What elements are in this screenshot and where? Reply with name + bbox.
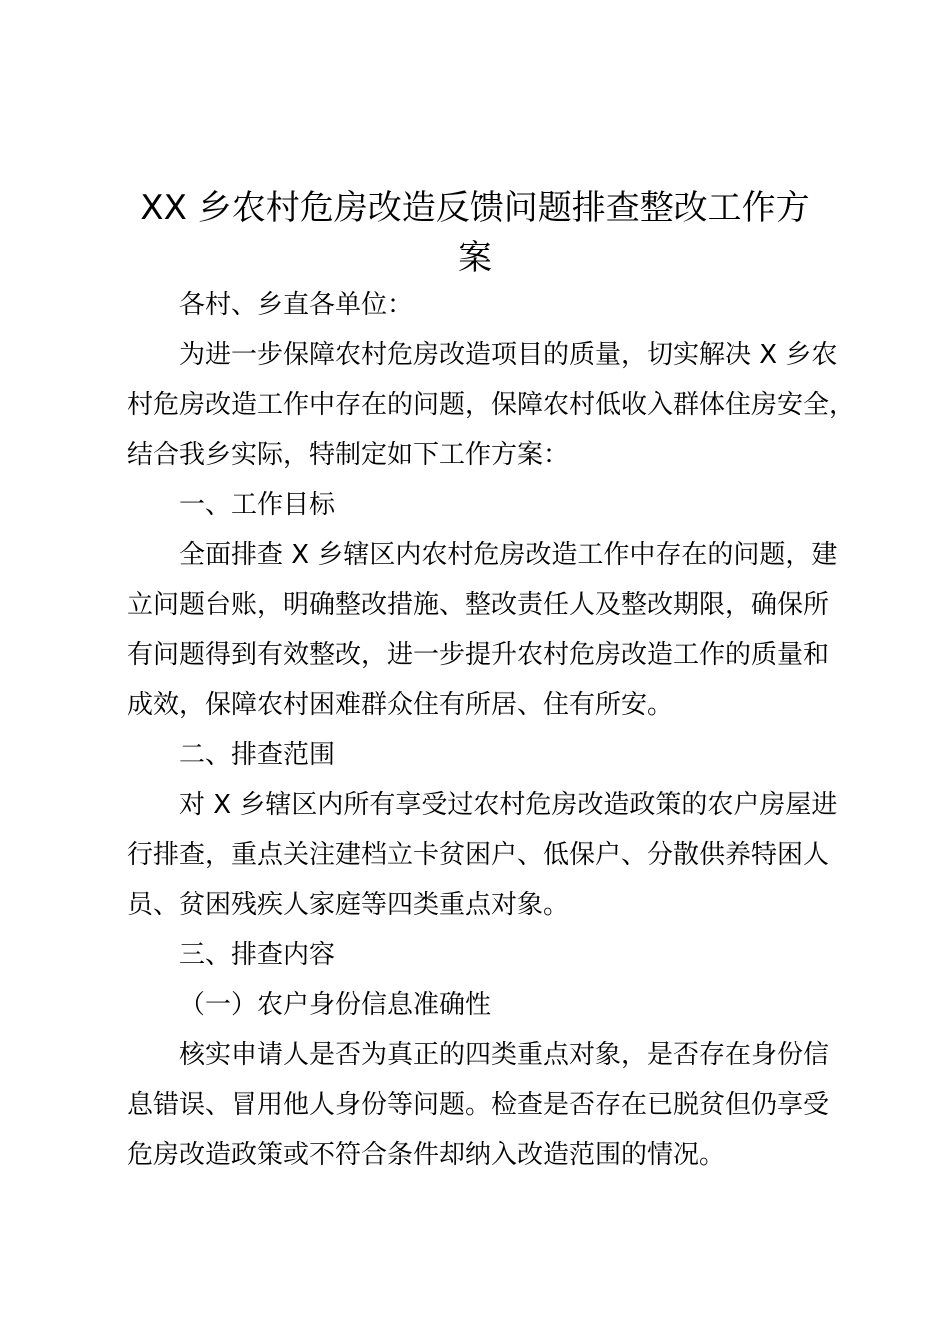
body-line: 立问题台账，明确整改措施、整改责任人及整改期限，确保所: [127, 590, 830, 620]
body-line: 全面排查 X 乡辖区内农村危房改造工作中存在的问题，建: [179, 540, 838, 570]
body-line: 核实申请人是否为真正的四类重点对象，是否存在身份信: [179, 1040, 830, 1070]
body-line: 结合我乡实际，特制定如下工作方案：: [127, 440, 570, 470]
subsection-heading: （一）农户身份信息准确性: [179, 990, 492, 1020]
body-line: 员、贫困残疾人家庭等四类重点对象。: [127, 890, 570, 920]
body-line: 行排查，重点关注建档立卡贫困户、低保户、分散供养特困人: [127, 840, 830, 870]
document-title-line-1: XX 乡农村危房改造反馈问题排查整改工作方: [140, 188, 810, 228]
document-title-line-2: 案: [458, 238, 492, 278]
body-line: 危房改造政策或不符合条件却纳入改造范围的情况。: [127, 1140, 726, 1170]
section-heading: 三、排查内容: [179, 940, 336, 970]
body-line: 为进一步保障农村危房改造项目的质量，切实解决 X 乡农: [179, 340, 838, 370]
body-line: 息错误、冒用他人身份等问题。检查是否存在已脱贫但仍享受: [127, 1090, 830, 1120]
salutation: 各村、乡直各单位：: [179, 290, 414, 320]
body-line: 有问题得到有效整改，进一步提升农村危房改造工作的质量和: [127, 640, 830, 670]
body-line: 成效，保障农村困难群众住有所居、住有所安。: [127, 690, 674, 720]
section-heading: 一、工作目标: [179, 490, 336, 520]
body-line: 村危房改造工作中存在的问题，保障农村低收入群体住房安全，: [127, 390, 856, 420]
body-line: 对 X 乡辖区内所有享受过农村危房改造政策的农户房屋进: [179, 790, 838, 820]
section-heading: 二、排查范围: [179, 740, 336, 770]
